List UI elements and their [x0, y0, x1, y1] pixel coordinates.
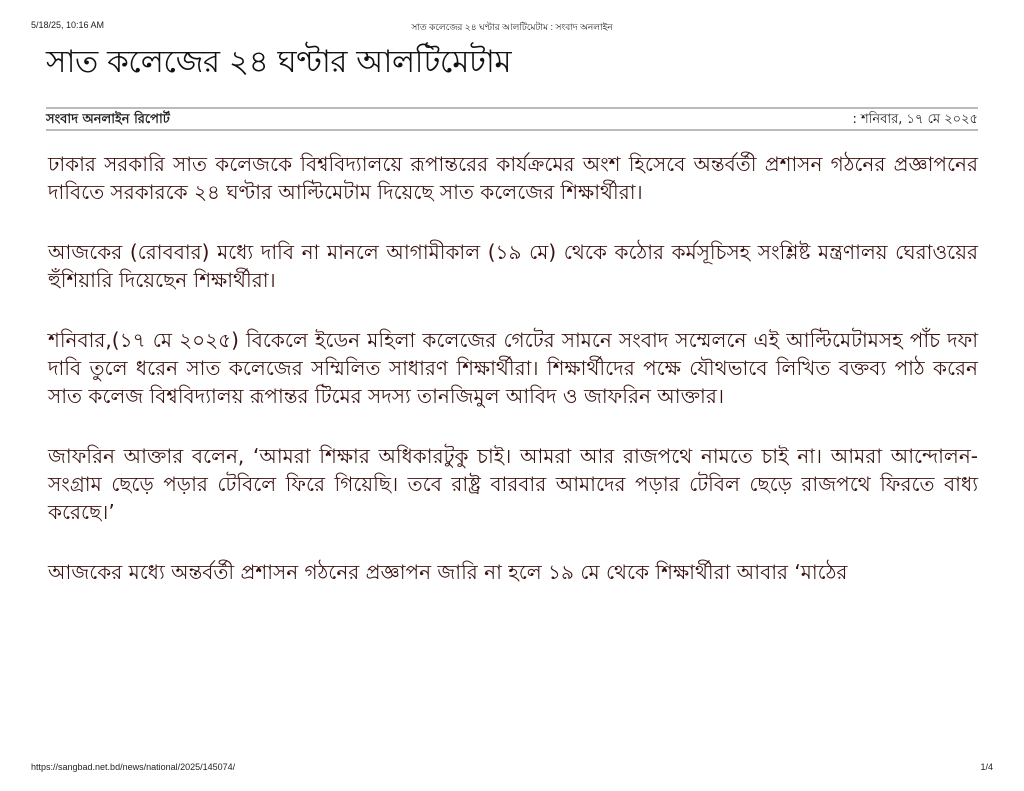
print-header	[31, 20, 993, 34]
article-paragraph: আজকের মধ্যে অন্তর্বর্তী প্রশাসন গঠনের প্রজ্ঞাপন জারি না হলে ১৯ মে থেকে শিক্ষার্থীরা আবার ‘মাঠের	[48, 560, 848, 584]
article-paragraph: জাফরিন আক্তার বলেন, ‘আমরা শিক্ষার অধিকারটুকু চাই। আমরা আর রাজপথে নামতে চাই না। আমরা আন্দোলন-সংগ্রাম ছেড়ে পড়ার টেবিলে ফিরে গিয়েছি। তবে রাষ্ট্র বারবার আমাদের পড়ার টেবিল ছেড়ে রাজপথে ফিরতে বাধ্য করেছে।’	[48, 444, 978, 524]
print-timestamp: 5/18/25, 10:16 AM	[31, 20, 105, 30]
print-page-title: সাত কলেজের ২৪ ঘণ্টার আলটিমেটাম : সংবাদ অনলাইন	[411, 22, 613, 32]
article-body	[48, 150, 978, 618]
article-author: সংবাদ অনলাইন রিপোর্ট	[46, 112, 170, 127]
article-date: : শনিবার, ১৭ মে ২০২৫	[852, 112, 978, 127]
print-page-number: 1/4	[980, 762, 993, 772]
article-paragraph: শনিবার,(১৭ মে ২০২৫) বিকেলে ইডেন মহিলা কলেজের গেটের সামনে সংবাদ সম্মেলনে এই আল্টিমেটামসহ পাঁচ দফা দাবি তুলে ধরেন সাত কলেজের সম্মিলিত সাধারণ শিক্ষার্থীরা। শিক্ষার্থীদের পক্ষে যৌথভাবে লিখিত বক্তব্য পাঠ করেন সাত কলেজ বিশ্ববিদ্যালয় রূপান্তর টিমের সদস্য তানজিমুল আবিদ ও জাফরিন আক্তার।	[48, 328, 978, 408]
print-url[interactable]: https://sangbad.net.bd/news/national/2025/145074/	[31, 762, 236, 772]
article-paragraph: ঢাকার সরকারি সাত কলেজকে বিশ্ববিদ্যালয়ে রূপান্তরের কার্যক্রমের অংশ হিসেবে অন্তর্বর্তী প্রশাসন গঠনের প্রজ্ঞাপনের দাবিতে সরকারকে ২৪ ঘণ্টার আল্টিমেটাম দিয়েছে সাত কলেজের শিক্ষার্থীরা।	[48, 152, 978, 204]
article-headline: সাত কলেজের ২৪ ঘণ্টার আলটিমেটাম	[46, 44, 512, 80]
article-paragraph: আজকের (রোববার) মধ্যে দাবি না মানলে আগামীকাল (১৯ মে) থেকে কঠোর কর্মসূচিসহ সংশ্লিষ্ট মন্ত্রণালয় ঘেরাওয়ের হুঁশিয়ারি দিয়েছেন শিক্ষার্থীরা।	[48, 240, 978, 292]
print-footer	[31, 762, 993, 774]
byline-bar	[46, 107, 978, 131]
